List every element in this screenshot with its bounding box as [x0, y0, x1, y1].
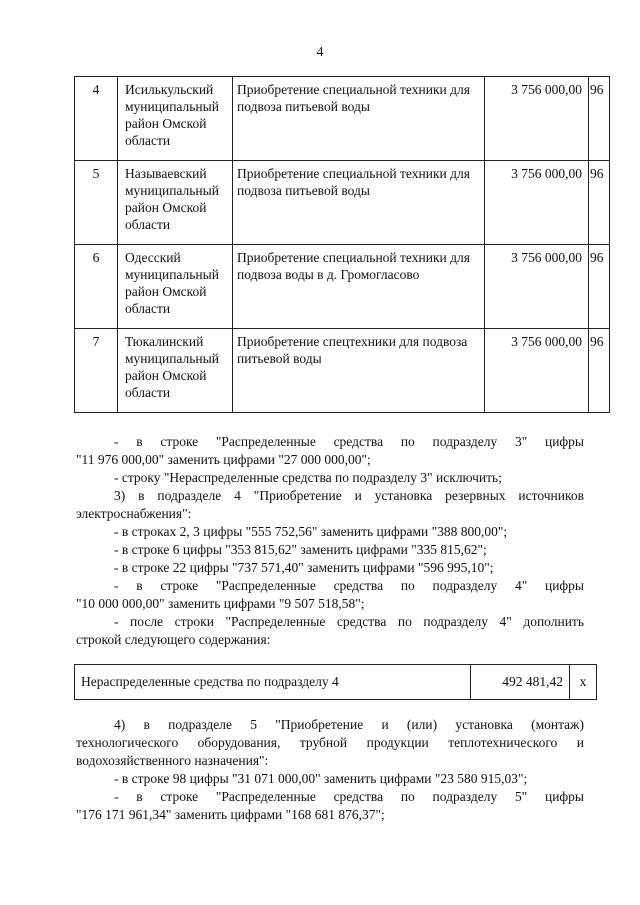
- amount-cell: 3 756 000,00: [485, 77, 589, 161]
- text-line: "11 976 000,00" заменить цифрами "27 000 000,00";: [76, 452, 371, 467]
- text-line: - в строке 6 цифры "353 815,62" заменить цифрами "335 815,62";: [114, 542, 487, 557]
- table-row: [75, 245, 610, 329]
- text-line: - в строке "Распределенные средства по подразделу 4" цифры: [114, 578, 584, 593]
- row-number: 7: [75, 329, 118, 413]
- table-row: [75, 161, 610, 245]
- amount-cell: 3 756 000,00: [485, 245, 589, 329]
- description-cell: Приобретение специальной техники для подвоза воды в д. Громогласово: [233, 245, 485, 329]
- code-cell: 96: [589, 329, 610, 413]
- description-cell: Приобретение специальной техники для подвоза питьевой воды: [233, 161, 485, 245]
- text-line: "176 171 961,34" заменить цифрами "168 681 876,37";: [76, 807, 385, 822]
- amendment-paragraph-2: [76, 716, 584, 824]
- text-line: водохозяйственного назначения":: [76, 753, 269, 768]
- page-number: 4: [316, 45, 324, 60]
- text-line: 3) в подразделе 4 "Приобретение и установка резервных источников: [114, 488, 584, 503]
- text-line: - строку "Нераспределенные средства по подразделу 3" исключить;: [114, 470, 502, 485]
- text-line: строкой следующего содержания:: [76, 632, 271, 647]
- amount-cell: 3 756 000,00: [485, 329, 589, 413]
- district-cell: Исилькульский муниципальный район Омской области: [118, 77, 233, 161]
- description-cell: Приобретение спецтехники для подвоза питьевой воды: [233, 329, 485, 413]
- amount-cell: 3 756 000,00: [485, 161, 589, 245]
- amendment-paragraph-1: [76, 433, 584, 649]
- table-row: [75, 329, 610, 413]
- district-cell: Тюкалинский муниципальный район Омской области: [118, 329, 233, 413]
- text-line: - в строке 22 цифры "737 571,40" заменить цифрами "596 995,10";: [114, 560, 494, 575]
- table-row: [75, 665, 597, 700]
- code-cell: 96: [589, 245, 610, 329]
- text-line: технологического оборудования, трубной продукции теплотехнического и: [76, 735, 584, 750]
- code-cell: 96: [589, 77, 610, 161]
- unallocated-funds-table: [74, 664, 597, 700]
- row-number: 6: [75, 245, 118, 329]
- text-line: 4) в подразделе 5 "Приобретение и (или) установка (монтаж): [114, 717, 584, 732]
- text-line: электроснабжения":: [76, 506, 192, 521]
- text-line: - после строки "Распределенные средства по подразделу 4" дополнить: [114, 614, 584, 629]
- code-cell: 96: [589, 161, 610, 245]
- district-cell: Одесский муниципальный район Омской области: [118, 245, 233, 329]
- text-line: - в строке 98 цифры "31 071 000,00" заменить цифрами "23 580 915,03";: [114, 771, 528, 786]
- unallocated-funds-label: Нераспределенные средства по подразделу 4: [75, 665, 471, 700]
- unallocated-funds-mark: х: [570, 665, 597, 700]
- program-table: [74, 76, 610, 413]
- unallocated-funds-value: 492 481,42: [471, 665, 570, 700]
- district-cell: Называевский муниципальный район Омской области: [118, 161, 233, 245]
- table-row: [75, 77, 610, 161]
- row-number: 5: [75, 161, 118, 245]
- text-line: - в строках 2, 3 цифры "555 752,56" заменить цифрами "388 800,00";: [114, 524, 508, 539]
- description-cell: Приобретение специальной техники для подвоза питьевой воды: [233, 77, 485, 161]
- text-line: - в строке "Распределенные средства по подразделу 3" цифры: [114, 434, 584, 449]
- text-line: "10 000 000,00" заменить цифрами "9 507 518,58";: [76, 596, 365, 611]
- text-line: - в строке "Распределенные средства по подразделу 5" цифры: [114, 789, 584, 804]
- row-number: 4: [75, 77, 118, 161]
